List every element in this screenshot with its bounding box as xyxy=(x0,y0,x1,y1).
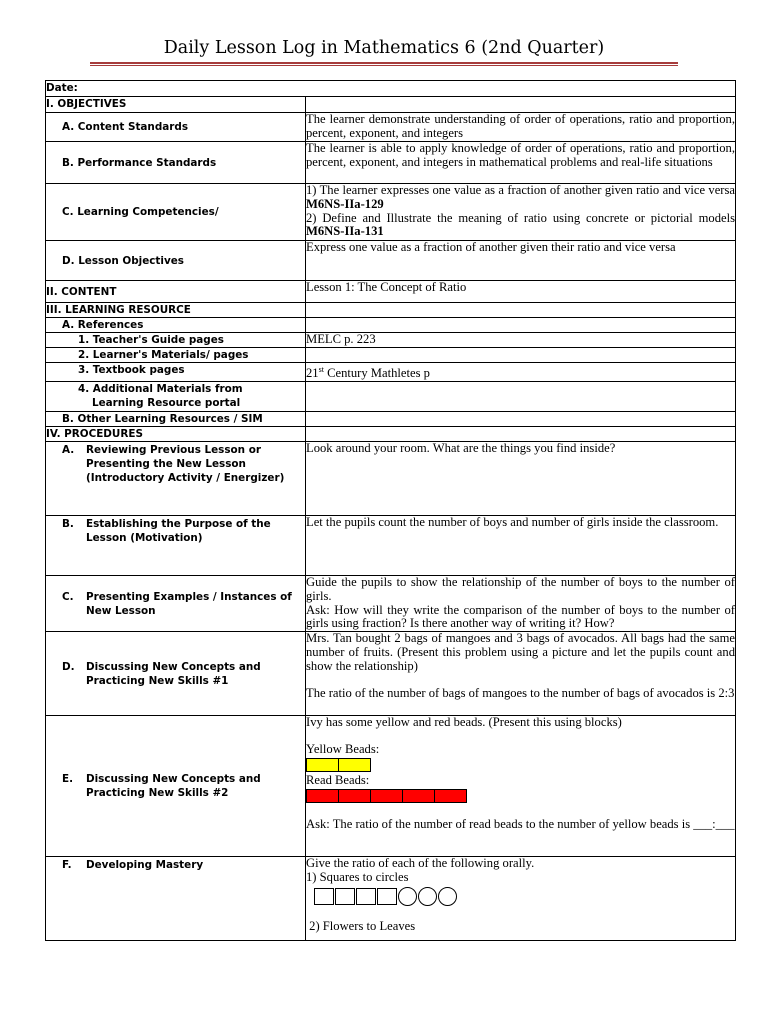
proc-f-value: Give the ratio of each of the following orally. 1) Squares to circles 2) Flowers to Leaves xyxy=(306,857,736,941)
yellow-beads-label: Yellow Beads: xyxy=(306,741,380,756)
proc-e-value: Ivy has some yellow and red beads. (Present this using blocks) Yellow Beads: Read Beads: Ask: The ratio of the number of read beads to the number of yellow beads is ___:___ xyxy=(306,716,736,857)
square-shape xyxy=(335,888,355,905)
references-value xyxy=(306,318,736,333)
row-date xyxy=(46,81,736,97)
learning-resource-heading: III. LEARNING RESOURCE xyxy=(46,303,306,318)
row-textbook xyxy=(46,363,736,382)
content-standards-value: The learner demonstrate understanding of order of operations, ratio and proportion, percent, exponent, and integers xyxy=(306,112,735,140)
competency-1: 1) The learner expresses one value as a fraction of another given ratio and vice versa M6NS-IIa-129 xyxy=(306,183,735,211)
learning-competencies-label: C. Learning Competencies/ xyxy=(46,184,306,241)
teachers-guide-label: 1. Teacher's Guide pages xyxy=(46,333,306,348)
learners-materials-value xyxy=(306,348,736,363)
proc-d-value: Mrs. Tan bought 2 bags of mangoes and 3 bags of avocados. All bags had the same number of fruits. (Present this problem using a picture and let the pupils count and show the relationship) The ratio of the number of bags of mangoes to the number of bags of avocados is 2:3 xyxy=(306,632,736,716)
square-shape xyxy=(356,888,376,905)
row-learning-competencies xyxy=(46,184,736,241)
red-bead xyxy=(338,789,371,803)
references-label: A. References xyxy=(46,318,306,333)
date-label: Date: xyxy=(46,81,736,97)
square-shape xyxy=(314,888,334,905)
yellow-bead xyxy=(338,758,371,772)
row-references xyxy=(46,318,736,333)
competency-2-code: M6NS-IIa-131 xyxy=(306,224,384,239)
row-proc-d xyxy=(46,632,736,716)
circle-shape xyxy=(418,887,437,906)
performance-standards-label: B. Performance Standards xyxy=(46,142,306,184)
row-content-standards xyxy=(46,113,736,142)
other-resources-value xyxy=(306,411,736,426)
objectives-heading: I. OBJECTIVES xyxy=(46,97,306,113)
lesson-log-table xyxy=(45,80,736,941)
lesson-objectives-label: D. Lesson Objectives xyxy=(46,241,306,281)
red-bead xyxy=(306,789,339,803)
document-title: Daily Lesson Log in Mathematics 6 (2nd Quarter) xyxy=(163,38,605,58)
proc-c-label: C. Presenting Examples / Instances of New Lesson xyxy=(46,575,306,631)
additional-materials-value xyxy=(306,381,736,411)
row-learning-resource xyxy=(46,303,736,318)
red-bead xyxy=(402,789,435,803)
row-performance-standards xyxy=(46,142,736,184)
proc-c-value: Guide the pupils to show the relationship of the number of boys to the number of girls. Ask: How will they write the comparison of the number of boys to the number of girls using fraction? Is there another way of writing it? How? xyxy=(306,575,735,631)
content-value: Lesson 1: The Concept of Ratio xyxy=(306,281,736,303)
learning-competencies-value xyxy=(306,184,736,241)
circle-shape xyxy=(438,887,457,906)
proc-b-value: Let the pupils count the number of boys and number of girls inside the classroom. xyxy=(306,515,736,575)
competency-1-code: M6NS-IIa-129 xyxy=(306,196,384,211)
row-proc-a xyxy=(46,441,736,515)
learners-materials-label: 2. Learner's Materials/ pages xyxy=(46,348,306,363)
proc-b-label: B. Establishing the Purpose of the Lesson (Motivation) xyxy=(46,515,306,575)
row-teachers-guide xyxy=(46,333,736,348)
row-procedures xyxy=(46,426,736,441)
proc-f-label: F. Developing Mastery xyxy=(46,857,306,941)
row-proc-e xyxy=(46,716,736,857)
proc-a-value: Look around your room. What are the things you find inside? xyxy=(306,441,736,515)
red-bead xyxy=(434,789,467,803)
proc-a-label: A. Reviewing Previous Lesson or Presenting the New Lesson (Introductory Activity / Energizer) xyxy=(46,441,306,515)
row-proc-c xyxy=(46,575,736,631)
lesson-objectives-value: Express one value as a fraction of another given their ratio and vice versa xyxy=(306,241,736,281)
procedures-heading: IV. PROCEDURES xyxy=(46,426,306,441)
procedures-value xyxy=(306,426,736,441)
row-objectives xyxy=(46,97,736,113)
row-content xyxy=(46,281,736,303)
textbook-value: 21st Century Mathletes p xyxy=(306,363,736,382)
row-learners-materials xyxy=(46,348,736,363)
competency-2: 2) Define and Illustrate the meaning of ratio using concrete or pictorial models M6NS-IIa-131 xyxy=(306,210,735,239)
objectives-value xyxy=(306,97,736,113)
teachers-guide-value: MELC p. 223 xyxy=(306,333,736,348)
proc-d-label: D. Discussing New Concepts and Practicing New Skills #1 xyxy=(46,632,306,716)
additional-materials-label: 4. Additional Materials from Learning Resource portal xyxy=(46,381,306,411)
learning-resource-value xyxy=(306,303,736,318)
red-bead xyxy=(370,789,403,803)
title-rule-thick xyxy=(90,62,678,64)
proc-e-label: E. Discussing New Concepts and Practicing New Skills #2 xyxy=(46,716,306,857)
row-proc-f xyxy=(46,857,736,941)
other-resources-label: B. Other Learning Resources / SIM xyxy=(46,411,306,426)
red-beads-label: Read Beads: xyxy=(306,772,370,787)
title-rule-thin xyxy=(90,65,678,66)
squares-circles-figure xyxy=(314,887,735,907)
content-heading: II. CONTENT xyxy=(46,281,306,303)
row-additional-materials xyxy=(46,381,736,411)
circle-shape xyxy=(398,887,417,906)
textbook-label: 3. Textbook pages xyxy=(46,363,306,382)
red-beads xyxy=(306,789,735,804)
content-standards-label: A. Content Standards xyxy=(46,113,306,142)
performance-standards-value: The learner is able to apply knowledge of order of operations, ratio and proportion, percent, exponent, and integers in mathematical problems and real-life situations xyxy=(306,142,736,184)
yellow-bead xyxy=(306,758,339,772)
row-proc-b xyxy=(46,515,736,575)
yellow-beads xyxy=(306,758,735,773)
row-other-resources xyxy=(46,411,736,426)
row-lesson-objectives xyxy=(46,241,736,281)
square-shape xyxy=(377,888,397,905)
